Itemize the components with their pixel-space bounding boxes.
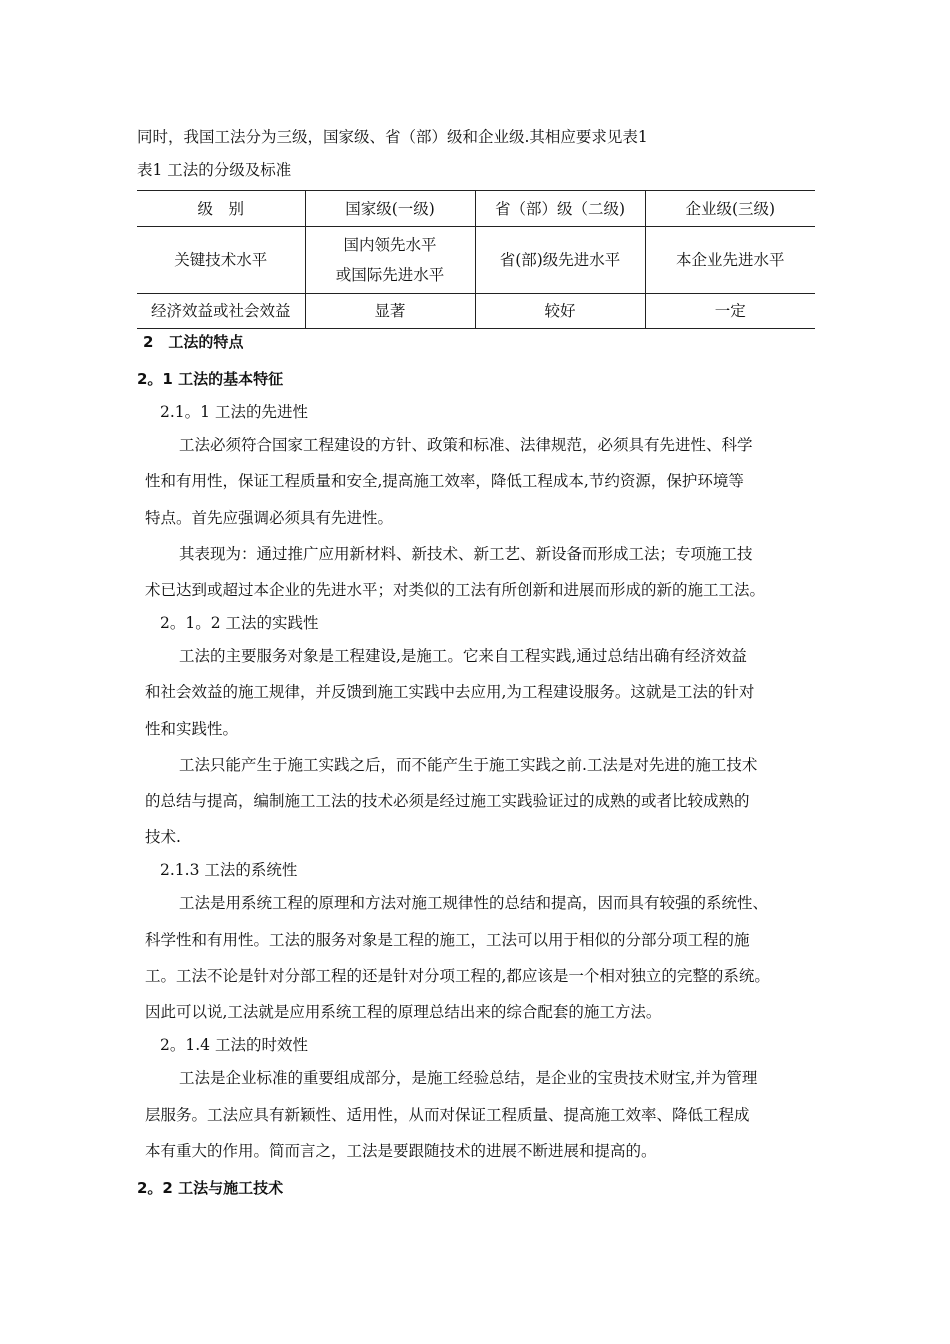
paragraph-line: 因此可以说,工法就是应用系统工程的原理总结出来的综合配套的施工方法。 — [145, 1003, 662, 1021]
paragraph-line: 性和有用性，保证工程质量和安全,提高施工效率，降低工程成本,节约资源，保护环境等 — [145, 472, 744, 490]
header-cell-level: 级 别 — [137, 191, 305, 227]
header-cell-enterprise: 企业级(三级) — [645, 191, 815, 227]
cell-provincial-benefit: 较好 — [475, 294, 645, 329]
paragraph-line: 工。工法不论是针对分部工程的还是针对分项工程的,都应该是一个相对独立的完整的系统。 — [145, 967, 770, 985]
paragraph-line: 的总结与提高，编制施工工法的技术必须是经过施工实践验证过的成熟的或者比较成熟的 — [145, 792, 750, 810]
section-2-1-heading: 2。1 工法的基本特征 — [137, 370, 284, 388]
paragraph-line: 工法只能产生于施工实践之后，而不能产生于施工实践之前.工法是对先进的施工技术 — [179, 756, 758, 774]
paragraph-line: 工法必须符合国家工程建设的方针、政策和标准、法律规范，必须具有先进性、科学 — [179, 436, 753, 454]
table-row — [137, 227, 815, 294]
section-2-1-4-heading: 2。1.4 工法的时效性 — [160, 1036, 308, 1054]
table-row — [137, 294, 815, 329]
section-2-heading: 2 工法的特点 — [143, 333, 244, 351]
cell-national-line2: 或国际先进水平 — [335, 266, 445, 284]
cell-enterprise-benefit: 一定 — [645, 294, 815, 329]
cell-national-key-tech — [305, 227, 475, 294]
cell-national-benefit: 显著 — [305, 294, 475, 329]
paragraph-line: 性和实践性。 — [145, 720, 239, 738]
intro-paragraph: 同时，我国工法分为三级，国家级、省（部）级和企业级.其相应要求见表1 — [137, 128, 648, 146]
paragraph-line: 工法是用系统工程的原理和方法对施工规律性的总结和提高，因而具有较强的系统性、 — [179, 894, 769, 912]
paragraph-line: 科学性和有用性。工法的服务对象是工程的施工，工法可以用于相似的分部分项工程的施 — [145, 931, 750, 949]
row-label-benefit: 经济效益或社会效益 — [137, 294, 305, 329]
header-cell-national: 国家级(一级) — [305, 191, 475, 227]
paragraph-line: 工法的主要服务对象是工程建设,是施工。它来自工程实践,通过总结出确有经济效益 — [179, 647, 747, 665]
paragraph-line: 技术. — [145, 828, 181, 846]
paragraph-line: 术已达到或超过本企业的先进水平；对类似的工法有所创新和进展而形成的新的施工工法。 — [145, 581, 766, 599]
cell-provincial-key-tech: 省(部)级先进水平 — [475, 227, 645, 294]
paragraph-line: 和社会效益的施工规律，并反馈到施工实践中去应用,为工程建设服务。这就是工法的针对 — [145, 683, 755, 701]
header-cell-provincial: 省（部）级（二级) — [475, 191, 645, 227]
cell-national-line1: 国内领先水平 — [343, 236, 437, 254]
grade-standards-table — [137, 190, 815, 329]
section-2-1-2-heading: 2。1。2 工法的实践性 — [160, 614, 319, 632]
section-2-1-3-heading: 2.1.3 工法的系统性 — [160, 861, 298, 879]
section-2-1-1-heading: 2.1。1 工法的先进性 — [160, 403, 308, 421]
paragraph-line: 工法是企业标准的重要组成部分，是施工经验总结，是企业的宝贵技术财宝,并为管理 — [179, 1069, 758, 1087]
row-label-key-tech: 关键技术水平 — [137, 227, 305, 294]
cell-enterprise-key-tech: 本企业先进水平 — [645, 227, 815, 294]
table-caption: 表1 工法的分级及标准 — [137, 161, 292, 179]
section-2-2-heading: 2。2 工法与施工技术 — [137, 1179, 284, 1197]
paragraph-line: 层服务。工法应具有新颖性、适用性，从而对保证工程质量、提高施工效率、降低工程成 — [145, 1106, 750, 1124]
paragraph-line: 本有重大的作用。简而言之，工法是要跟随技术的进展不断进展和提高的。 — [145, 1142, 657, 1160]
table-header-row — [137, 191, 815, 227]
paragraph-line: 特点。首先应强调必须具有先进性。 — [145, 509, 394, 527]
paragraph-line: 其表现为：通过推广应用新材料、新技术、新工艺、新设备而形成工法；专项施工技 — [179, 545, 753, 563]
